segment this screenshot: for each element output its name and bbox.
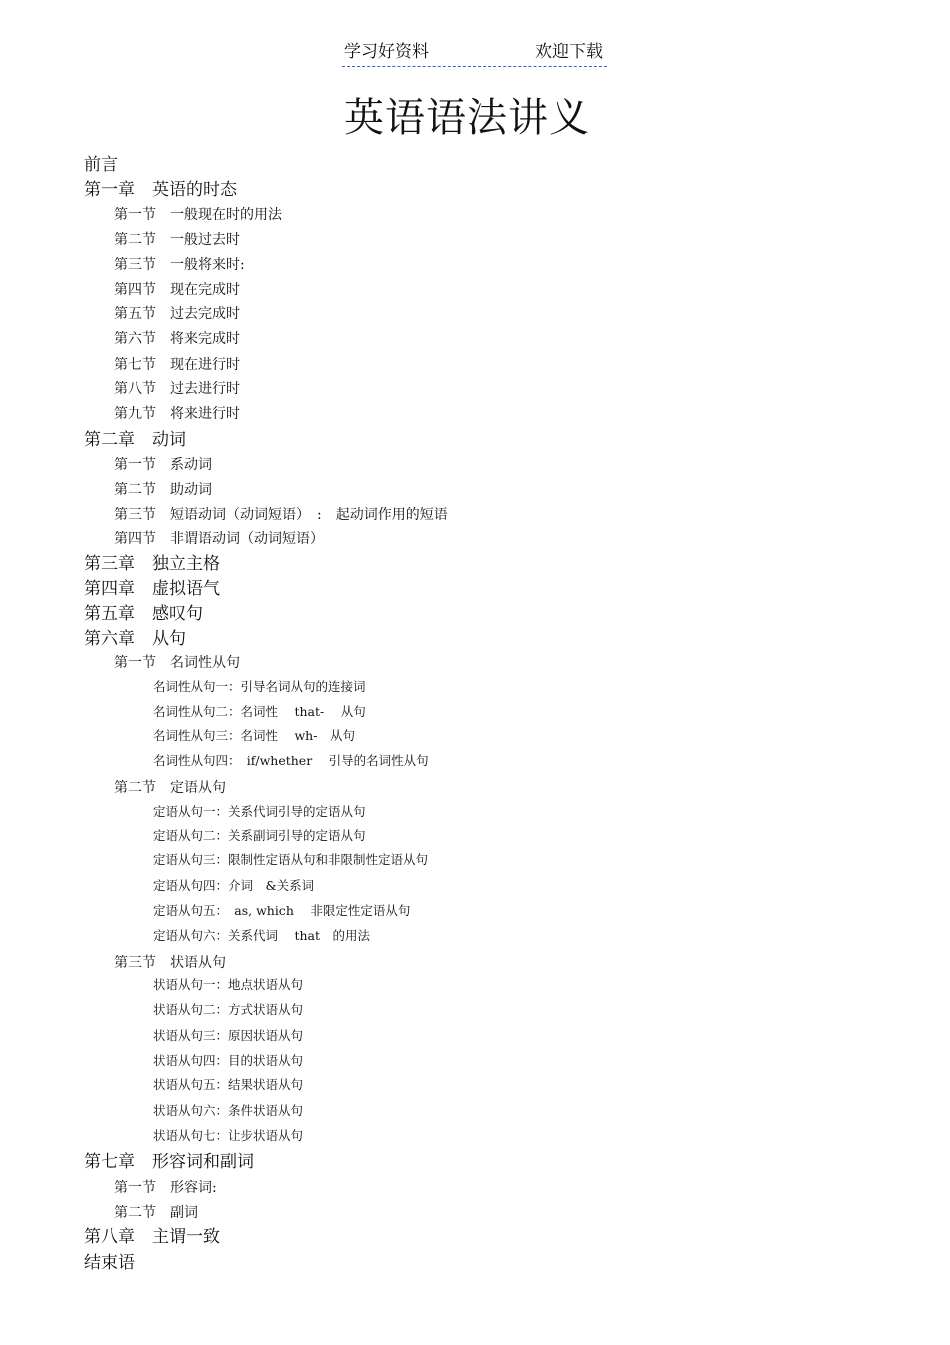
toc-section: 第五节 过去完成时	[114, 306, 240, 322]
toc-subsection: 状语从句四：目的状语从句	[153, 1053, 304, 1068]
toc-chapter: 第七章 形容词和副词	[84, 1152, 254, 1172]
toc-subsection: 定语从句五： as, which 非限定性定语从句	[153, 903, 411, 918]
toc-section: 第八节 过去进行时	[114, 381, 240, 397]
toc-chapter: 第四章 虚拟语气	[84, 579, 220, 599]
toc-chapter: 第一章 英语的时态	[84, 180, 237, 200]
toc-chapter: 第三章 独立主格	[84, 554, 220, 574]
toc-section: 第三节 短语动词（动词短语） : 起动词作用的短语	[114, 507, 448, 523]
toc-subsection: 定语从句四：介词 &关系词	[153, 878, 315, 893]
toc-subsection: 定语从句一：关系代词引导的定语从句	[153, 804, 366, 819]
toc-chapter: 结束语	[84, 1253, 135, 1273]
toc-subsection: 名词性从句二：名词性 that- 从句	[153, 704, 366, 719]
document-title: 英语语法讲义	[344, 95, 590, 141]
toc-section: 第三节 状语从句	[114, 955, 226, 971]
toc-subsection: 名词性从句一：引导名词从句的连接词	[153, 679, 366, 694]
toc-subsection: 名词性从句三：名词性 wh- 从句	[153, 728, 355, 743]
toc-section: 第二节 定语从句	[114, 780, 226, 796]
toc-section: 第二节 一般过去时	[114, 232, 240, 248]
toc-section: 第一节 形容词:	[114, 1180, 217, 1196]
toc-section: 第二节 助动词	[114, 482, 212, 498]
toc-section: 第九节 将来进行时	[114, 406, 240, 422]
header-right-text: 欢迎下载	[535, 42, 603, 62]
toc-section: 第一节 一般现在时的用法	[114, 207, 282, 223]
toc-subsection: 状语从句一：地点状语从句	[153, 977, 304, 992]
toc-subsection: 状语从句二：方式状语从句	[153, 1002, 304, 1017]
header-left-text: 学习好资料	[344, 42, 429, 62]
toc-chapter: 第二章 动词	[84, 430, 186, 450]
toc-subsection: 定语从句二：关系副词引导的定语从句	[153, 828, 366, 843]
toc-subsection: 状语从句六：条件状语从句	[153, 1103, 304, 1118]
toc-section: 第四节 现在完成时	[114, 282, 240, 298]
toc-section: 第七节 现在进行时	[114, 357, 240, 373]
toc-subsection: 定语从句三：限制性定语从句和非限制性定语从句	[153, 852, 429, 867]
toc-chapter: 第五章 感叹句	[84, 604, 203, 624]
toc-chapter: 前言	[84, 155, 118, 175]
toc-section: 第四节 非谓语动词（动词短语）	[114, 531, 324, 547]
toc-subsection: 状语从句三：原因状语从句	[153, 1028, 304, 1043]
toc-subsection: 名词性从句四： if/whether 引导的名词性从句	[153, 753, 429, 768]
toc-chapter: 第六章 从句	[84, 629, 186, 649]
toc-subsection: 状语从句七：让步状语从句	[153, 1128, 304, 1143]
toc-subsection: 定语从句六：关系代词 that 的用法	[153, 928, 371, 943]
toc-subsection: 状语从句五：结果状语从句	[153, 1077, 304, 1092]
toc-section: 第一节 系动词	[114, 457, 212, 473]
toc-chapter: 第八章 主谓一致	[84, 1227, 220, 1247]
toc-section: 第一节 名词性从句	[114, 655, 240, 671]
toc-section: 第六节 将来完成时	[114, 331, 240, 347]
toc-section: 第三节 一般将来时:	[114, 257, 245, 273]
toc-section: 第二节 副词	[114, 1205, 198, 1221]
